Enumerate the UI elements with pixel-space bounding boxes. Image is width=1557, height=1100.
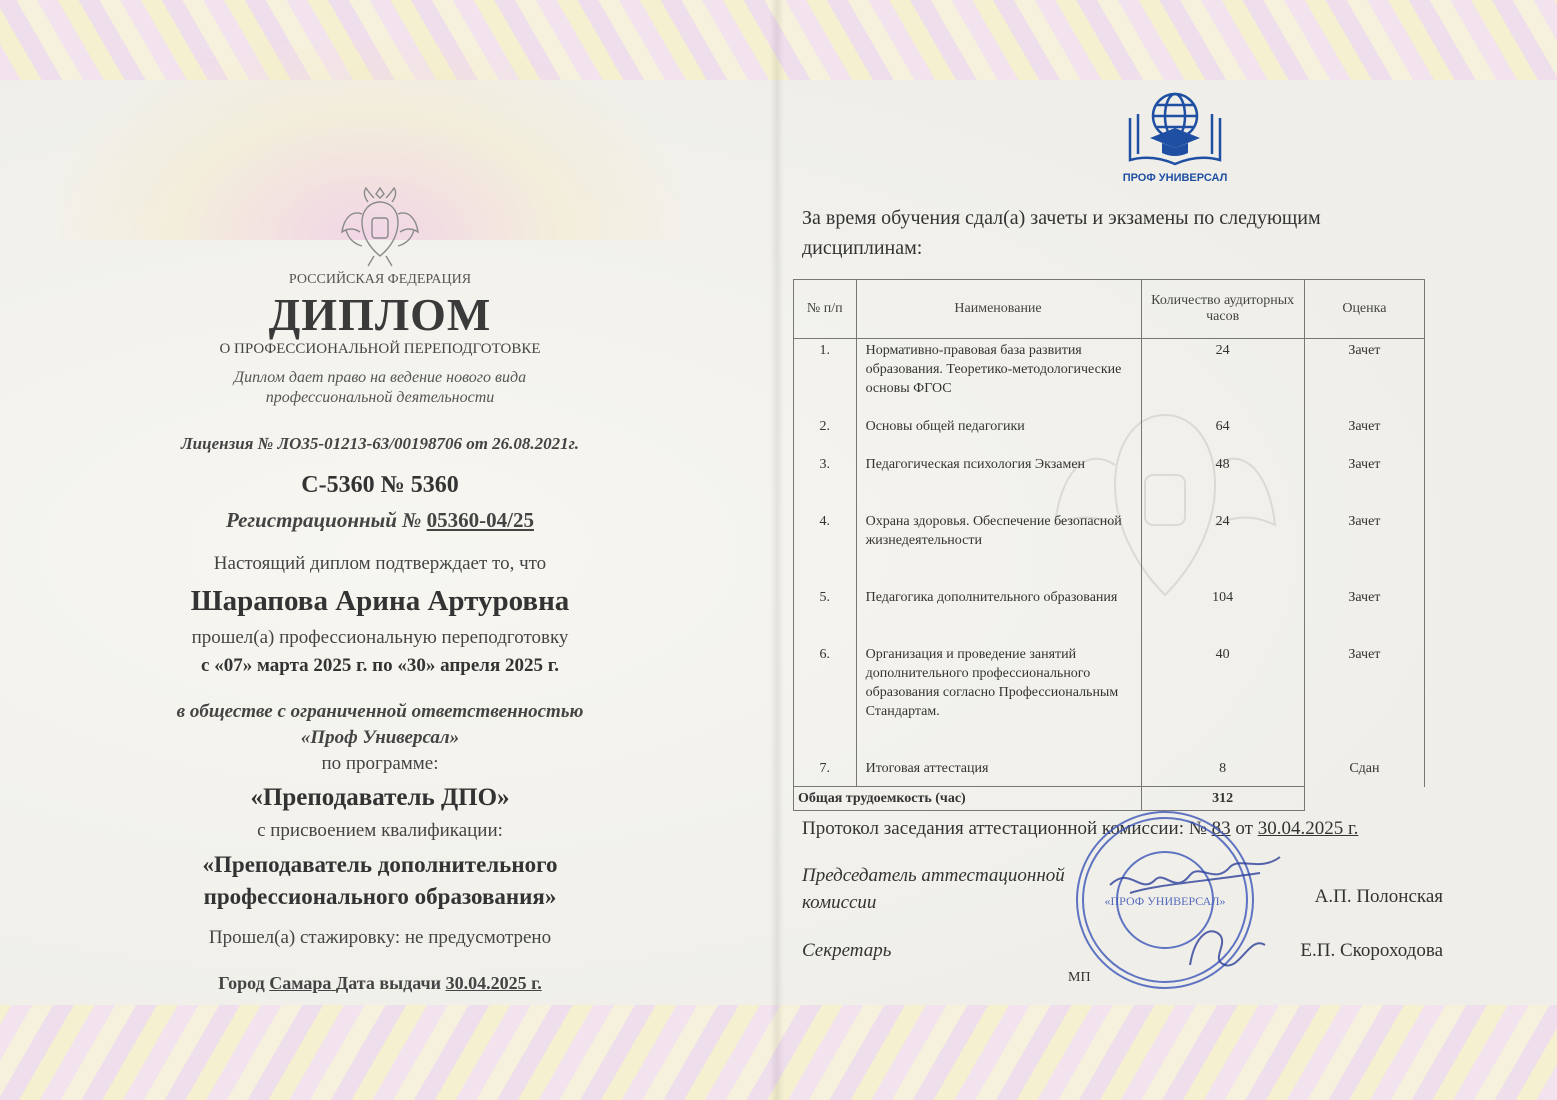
organization-line-2: «Проф Универсал» bbox=[300, 727, 460, 748]
row-hours: 48 bbox=[1141, 453, 1304, 510]
table-row bbox=[794, 510, 1425, 586]
graduate-name: Шарапова Арина Артуровна bbox=[190, 585, 570, 617]
seal-place-label: МП bbox=[1068, 970, 1091, 985]
chair-label: Председатель аттестационной комиссии bbox=[802, 865, 1065, 913]
qualification-label: с присвоением квалификации: bbox=[257, 820, 503, 841]
row-num: 5. bbox=[794, 586, 857, 643]
row-name: Педагогическая психология Экзамен bbox=[856, 453, 1141, 510]
row-num: 4. bbox=[794, 510, 857, 586]
series-number: С-5360 № 5360 bbox=[301, 472, 459, 498]
row-grade: Зачет bbox=[1304, 415, 1424, 453]
registration-number: 05360-04/25 bbox=[426, 508, 534, 532]
disciplines-intro: За время обучения сдал(а) зачеты и экзамены по следующим дисциплинам: bbox=[802, 207, 1321, 259]
chair-name: А.П. Полонская bbox=[1314, 886, 1443, 907]
header-grade: Оценка bbox=[1304, 280, 1424, 339]
secretary-name: Е.П. Скороходова bbox=[1300, 940, 1443, 961]
row-name: Организация и проведение занятий дополнительного профессионального образования согласно Профессиональным Стандартам. bbox=[856, 643, 1141, 757]
issue-label: Дата выдачи bbox=[335, 973, 446, 993]
table-row bbox=[794, 453, 1425, 510]
rights-statement bbox=[120, 368, 640, 408]
confirmation-text: Настоящий диплом подтверждает то, что bbox=[213, 553, 547, 574]
row-num: 2. bbox=[794, 415, 857, 453]
table-row bbox=[794, 415, 1425, 453]
document-title: ДИПЛОМ bbox=[268, 289, 492, 340]
row-num: 1. bbox=[794, 339, 857, 415]
row-num: 6. bbox=[794, 643, 857, 757]
rights-line-2: профессиональной деятельности bbox=[265, 389, 495, 406]
row-hours: 40 bbox=[1141, 643, 1304, 757]
signatures-icon bbox=[1100, 845, 1300, 985]
protocol-date: 30.04.2025 г. bbox=[1257, 818, 1359, 839]
protocol-label: Протокол заседания аттестационной комиссии: № bbox=[802, 818, 1212, 839]
qualification-line-1: «Преподаватель дополнительного bbox=[202, 852, 558, 877]
program-label: по программе: bbox=[321, 753, 439, 774]
row-grade: Зачет bbox=[1304, 510, 1424, 586]
program-name: «Преподаватель ДПО» bbox=[250, 784, 510, 811]
row-hours: 8 bbox=[1141, 757, 1304, 787]
row-grade: Зачет bbox=[1304, 643, 1424, 757]
city-date-line bbox=[120, 973, 640, 994]
rights-line-1: Диплом дает право на ведение нового вида bbox=[233, 369, 527, 386]
header-hours: Количество аудиторных часов bbox=[1141, 280, 1304, 339]
protocol-number: 83 bbox=[1211, 818, 1231, 839]
row-name: Охрана здоровья. Обеспечение безопасной жизнедеятельности bbox=[856, 510, 1141, 586]
row-grade: Сдан bbox=[1304, 757, 1424, 787]
row-name: Педагогика дополнительного образования bbox=[856, 586, 1141, 643]
total-label: Общая трудоемкость (час) bbox=[794, 787, 1142, 811]
registration-line bbox=[120, 508, 640, 533]
seal-text: «ПРОФ УНИВЕРСАЛ» bbox=[1104, 894, 1226, 908]
row-name: Нормативно-правовая база развития образования. Теоретико-методологические основы ФГОС bbox=[856, 339, 1141, 415]
header-name: Наименование bbox=[856, 280, 1141, 339]
secretary-label: Секретарь bbox=[802, 940, 892, 961]
table-row bbox=[794, 643, 1425, 757]
registration-label: Регистрационный № bbox=[226, 508, 427, 532]
table-row bbox=[794, 339, 1425, 415]
issue-date: 30.04.2025 г. bbox=[445, 973, 542, 993]
header-num: № п/п bbox=[794, 280, 857, 339]
table-row bbox=[794, 586, 1425, 643]
row-name: Итоговая аттестация bbox=[856, 757, 1141, 787]
row-num: 3. bbox=[794, 453, 857, 510]
internship-line: Прошел(а) стажировку: не предусмотрено bbox=[208, 927, 552, 948]
document-subtitle: О ПРОФЕССИОНАЛЬНОЙ ПЕРЕПОДГОТОВКЕ bbox=[219, 341, 541, 357]
city-label: Город bbox=[218, 973, 270, 993]
total-value: 312 bbox=[1141, 787, 1304, 811]
passed-text: прошел(а) профессиональную переподготовку bbox=[191, 627, 569, 648]
row-num: 7. bbox=[794, 757, 857, 787]
license-line: Лицензия № ЛО35-01213-63/00198706 от 26.08.2021г. bbox=[181, 434, 579, 453]
logo-text: ПРОФ УНИВЕРСАЛ bbox=[1122, 172, 1228, 184]
row-hours: 24 bbox=[1141, 510, 1304, 586]
country-label: РОССИЙСКАЯ ФЕДЕРАЦИЯ bbox=[288, 272, 472, 287]
organization bbox=[120, 699, 640, 751]
row-grade: Зачет bbox=[1304, 339, 1424, 415]
row-grade: Зачет bbox=[1304, 453, 1424, 510]
study-dates: с «07» марта 2025 г. по «30» апреля 2025 г. bbox=[201, 655, 559, 676]
table-header-row bbox=[794, 280, 1425, 339]
qualification-line-2: профессионального образования» bbox=[203, 884, 557, 909]
city-value: Самара bbox=[269, 973, 336, 993]
prof-universal-logo bbox=[1110, 88, 1240, 188]
coat-of-arms-icon bbox=[340, 180, 420, 270]
row-hours: 24 bbox=[1141, 339, 1304, 415]
protocol-from: от bbox=[1230, 818, 1258, 839]
qualification-name bbox=[120, 849, 640, 913]
disciplines-table bbox=[793, 279, 1425, 811]
row-grade: Зачет bbox=[1304, 586, 1424, 643]
page-fold bbox=[770, 0, 784, 1100]
row-hours: 64 bbox=[1141, 415, 1304, 453]
organization-line-1: в обществе с ограниченной ответственностью bbox=[176, 701, 584, 722]
row-name: Основы общей педагогики bbox=[856, 415, 1141, 453]
table-row bbox=[794, 757, 1425, 787]
row-hours: 104 bbox=[1141, 586, 1304, 643]
